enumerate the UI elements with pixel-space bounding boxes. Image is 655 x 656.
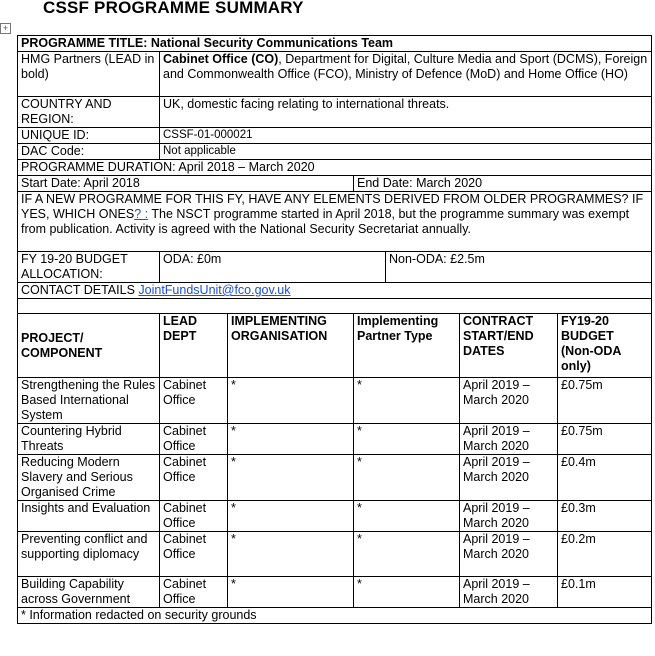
row-org: * [228, 424, 354, 455]
hmg-partners-value [160, 52, 652, 97]
older-programmes-cell [18, 192, 652, 252]
row-budget: £0.75m [558, 424, 652, 455]
table-row [18, 532, 652, 577]
row-lead: Cabinet Office [160, 501, 228, 532]
hmg-lead: Cabinet Office (CO) [163, 52, 279, 66]
hmg-partners-row [18, 52, 652, 97]
programme-title-row [18, 36, 652, 52]
duration-row [18, 160, 652, 176]
row-org: * [228, 501, 354, 532]
row-dates: April 2019 – March 2020 [460, 455, 558, 501]
row-project: Insights and Evaluation [18, 501, 160, 532]
header-lead-dept: LEAD DEPT [160, 314, 228, 378]
row-dates: April 2019 – March 2020 [460, 424, 558, 455]
row-org: * [228, 455, 354, 501]
unique-id-value: CSSF-01-000021 [160, 128, 652, 144]
row-budget: £0.4m [558, 455, 652, 501]
older-programmes-answer: The NSCT programme started in April 2018, but the programme summary was exempt from publication. Activity is agreed with the National Security Secretariat annually. [21, 207, 630, 236]
row-type: * [354, 455, 460, 501]
spacer-row [18, 299, 652, 314]
table-move-handle-icon[interactable]: + [0, 23, 11, 34]
budget-row [18, 252, 652, 283]
row-org: * [228, 378, 354, 424]
row-type: * [354, 501, 460, 532]
country-row [18, 97, 652, 128]
components-header-row [18, 314, 652, 378]
programme-title-value: National Security Communications Team [150, 36, 394, 50]
row-project: Countering Hybrid Threats [18, 424, 160, 455]
row-type: * [354, 424, 460, 455]
end-date: End Date: March 2020 [354, 176, 652, 192]
non-oda-value: Non-ODA: £2.5m [386, 252, 652, 283]
row-lead: Cabinet Office [160, 577, 228, 608]
row-dates: April 2019 – March 2020 [460, 501, 558, 532]
start-date: Start Date: April 2018 [18, 176, 354, 192]
row-project: Building Capability across Government [18, 577, 160, 608]
programme-title-label: PROGRAMME TITLE: [21, 36, 151, 50]
row-project: Strengthening the Rules Based International System [18, 378, 160, 424]
row-lead: Cabinet Office [160, 424, 228, 455]
footnote: * Information redacted on security grounds [18, 608, 652, 624]
programme-duration: PROGRAMME DURATION: April 2018 – March 2020 [18, 160, 652, 176]
hmg-partners-label: HMG Partners (LEAD in bold) [18, 52, 160, 97]
row-type: * [354, 577, 460, 608]
country-value: UK, domestic facing relating to international threats. [160, 97, 652, 128]
row-budget: £0.2m [558, 532, 652, 577]
row-lead: Cabinet Office [160, 378, 228, 424]
older-programmes-row [18, 192, 652, 252]
older-programmes-mark: ? : [134, 207, 149, 221]
page-title: CSSF PROGRAMME SUMMARY [43, 0, 304, 17]
row-lead: Cabinet Office [160, 532, 228, 577]
unique-id-row [18, 128, 652, 144]
row-project: Reducing Modern Slavery and Serious Organised Crime [18, 455, 160, 501]
older-programmes-question: IF A NEW PROGRAMME FOR THIS FY, HAVE ANY ELEMENTS DERIVED FROM OLDER PROGRAMMES? IF YES, WHICH ONES [21, 192, 644, 221]
header-partner-type: Implementing Partner Type [354, 314, 460, 378]
row-dates: April 2019 – March 2020 [460, 378, 558, 424]
row-project: Preventing conflict and supporting diplomacy [18, 532, 160, 577]
dac-value: Not applicable [160, 144, 652, 160]
row-dates: April 2019 – March 2020 [460, 532, 558, 577]
dates-row [18, 176, 652, 192]
row-type: * [354, 532, 460, 577]
header-contract-dates: CONTRACT START/END DATES [460, 314, 558, 378]
dac-label: DAC Code: [18, 144, 160, 160]
footnote-row [18, 608, 652, 624]
row-org: * [228, 532, 354, 577]
table-row [18, 455, 652, 501]
table-row [18, 501, 652, 532]
budget-label: FY 19-20 BUDGET ALLOCATION: [18, 252, 160, 283]
row-org: * [228, 577, 354, 608]
contact-email-link[interactable]: JointFundsUnit@fco.gov.uk [138, 283, 291, 297]
hmg-partners-rest: , Department for Digital, Culture Media and Sport (DCMS), Foreign and Commonwealth Office (FCO), Ministry of Defence (MoD) and Home Office (HO) [163, 52, 648, 81]
programme-summary-table [17, 35, 652, 624]
row-budget: £0.1m [558, 577, 652, 608]
contact-label: CONTACT DETAILS [21, 283, 139, 297]
header-budget: FY19-20 BUDGET (Non-ODA only) [558, 314, 652, 378]
header-project: PROJECT/ COMPONENT [18, 314, 160, 378]
contact-cell [18, 283, 652, 299]
row-budget: £0.75m [558, 378, 652, 424]
dac-row [18, 144, 652, 160]
row-budget: £0.3m [558, 501, 652, 532]
row-lead: Cabinet Office [160, 455, 228, 501]
row-dates: April 2019 – March 2020 [460, 577, 558, 608]
header-implementing-org: IMPLEMENTING ORGANISATION [228, 314, 354, 378]
programme-title-cell [18, 36, 652, 52]
row-type: * [354, 378, 460, 424]
country-label: COUNTRY AND REGION: [18, 97, 160, 128]
table-row [18, 577, 652, 608]
oda-value: ODA: £0m [160, 252, 386, 283]
unique-id-label: UNIQUE ID: [18, 128, 160, 144]
contact-row [18, 283, 652, 299]
table-row [18, 378, 652, 424]
table-row [18, 424, 652, 455]
